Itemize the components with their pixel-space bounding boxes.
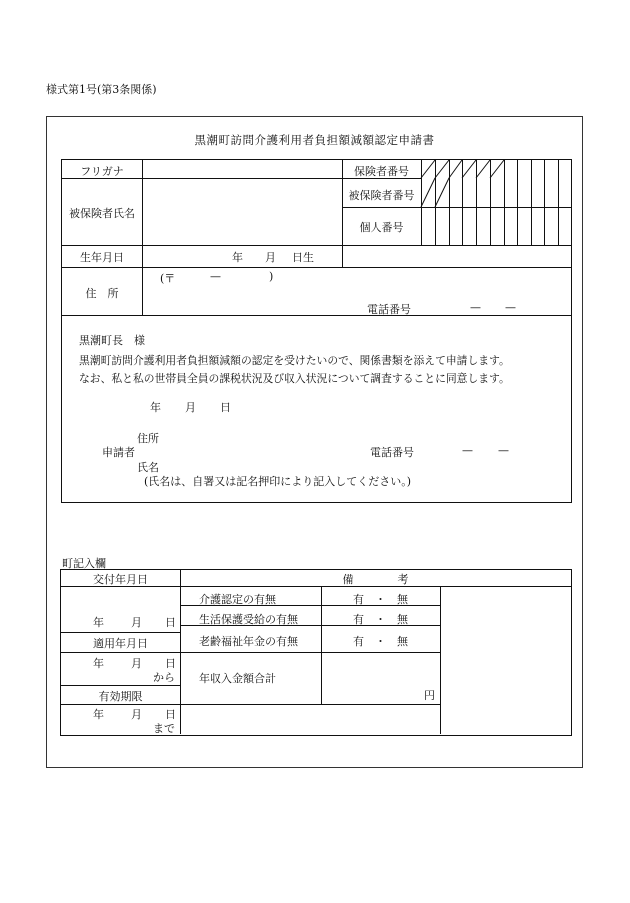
application-date-year: 年 [150,401,161,414]
address-phone-dash-1: — [470,301,481,314]
remarks-label: 備 考 [342,573,409,586]
from-month: 月 [131,657,142,670]
welfare-label: 生活保護受給の有無 [199,613,298,626]
issue-date-label: 交付年月日 [93,573,148,586]
insured-number-label: 被保険者番号 [348,189,415,202]
applicant-phone-label: 電話番号 [370,446,414,459]
postal-close: ) [269,270,274,283]
apply-date-label: 適用年月日 [93,637,148,650]
office-section [60,569,572,736]
rule [61,632,180,633]
yen-unit: 円 [424,689,435,702]
rule [62,267,571,268]
from-year: 年 [93,657,104,670]
income-total-label: 年収入金額合計 [199,672,276,685]
rule [61,704,440,705]
until-day: 日 [165,708,176,721]
applicant-label: 申請者 [102,446,135,459]
dob-day: 日生 [292,251,314,264]
rule [62,245,571,246]
welfare-yes-no: 有 ・ 無 [353,613,408,626]
furigana-label: フリガナ [80,165,124,178]
form-number: 様式第1号(第3条関係) [46,83,157,96]
signature-note: (氏名は、自署又は記名押印により記入してください。) [144,475,412,488]
applicant-section [61,159,572,503]
office-section-label: 町記入欄 [62,557,106,570]
rule [180,570,181,734]
applicant-name-label: 氏名 [137,461,159,474]
valid-until-label: 有効期限 [98,690,143,703]
pension-yes-no: 有 ・ 無 [353,635,408,648]
issue-day: 日 [165,616,176,629]
care-cert-label: 介護認定の有無 [199,593,276,606]
rule [321,586,322,704]
address-label: 住 所 [85,287,119,300]
personal-number-label: 個人番号 [359,221,404,234]
application-body-line-1: 黒潮町訪問介護利用者負担額減額の認定を受けたいので、関係書類を添えて申請します。 [79,354,510,367]
pension-label: 老齢福祉年金の有無 [199,635,298,648]
application-date-day: 日 [220,401,231,414]
dob-year: 年 [232,251,243,264]
issue-month: 月 [131,616,142,629]
issue-year: 年 [93,616,104,629]
dob-label: 生年月日 [80,251,124,264]
addressee: 黒潮町長 様 [79,334,145,347]
from-day: 日 [165,657,176,670]
postal-open: (〒 [160,272,176,285]
address-phone-dash-2: — [505,301,516,314]
from-label: から [153,671,175,684]
rule [61,652,440,653]
form-title: 黒潮町訪問介護利用者負担額減額認定申請書 [194,133,435,147]
applicant-phone-dash-2: — [498,444,509,457]
application-date-month: 月 [185,401,196,414]
until-year: 年 [93,708,104,721]
applicant-address-label: 住所 [137,432,159,445]
insured-name-label: 被保険者氏名 [69,207,135,220]
rule [61,685,180,686]
until-label: まで [153,722,175,735]
insurer-number-label: 保険者番号 [354,165,409,178]
rule [62,315,571,316]
application-body-line-2: なお、私と私の世帯員全員の課税状況及び収入状況について調査することに同意します。 [79,372,510,385]
applicant-phone-dash-1: — [462,444,473,457]
dob-month: 月 [265,251,276,264]
until-month: 月 [131,708,142,721]
postal-dash: — [210,270,221,283]
care-cert-yes-no: 有 ・ 無 [353,593,408,606]
rule [440,586,441,734]
address-phone-label: 電話番号 [367,303,411,316]
